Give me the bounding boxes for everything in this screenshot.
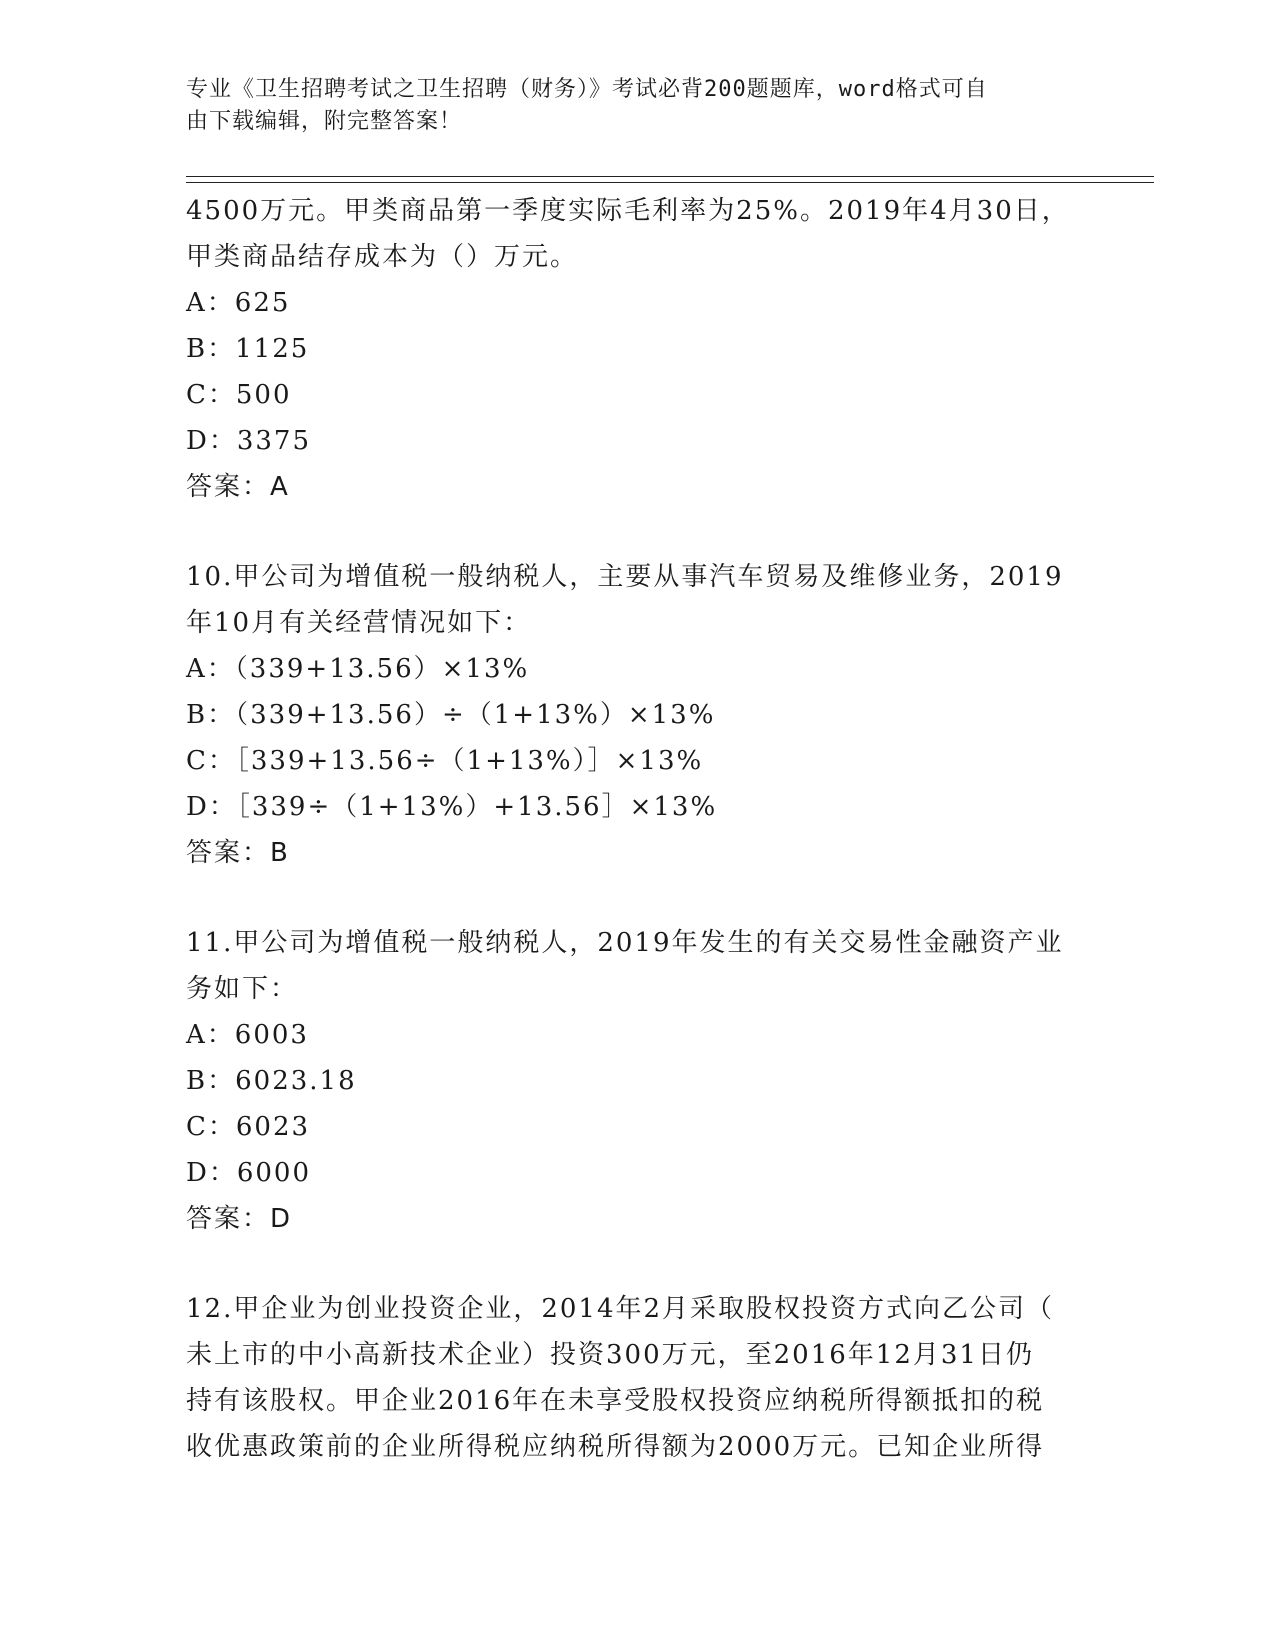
answer: 答案：D xyxy=(186,1204,293,1234)
header-divider-top xyxy=(186,176,1154,177)
option-b: B：1125 xyxy=(186,334,310,364)
option-c: C：［339+13.56÷（1+13%）］×13% xyxy=(186,746,704,776)
option-b: B：6023.18 xyxy=(186,1066,357,1096)
answer: 答案：B xyxy=(186,838,290,868)
question-stem-line: 收优惠政策前的企业所得税应纳税所得额为2000万元。已知企业所得 xyxy=(186,1432,1045,1462)
question-stem-line: 4500万元。甲类商品第一季度实际毛利率为25%。2019年4月30日， xyxy=(186,196,1070,226)
document-header xyxy=(186,74,1066,138)
question-stem-line: 12.甲企业为创业投资企业，2014年2月采取股权投资方式向乙公司（ xyxy=(186,1294,1055,1324)
header-line-1: 专业《卫生招聘考试之卫生招聘（财务）》考试必背200题题库，word格式可自 xyxy=(186,77,988,102)
question-stem-line: 持有该股权。甲企业2016年在未享受股权投资应纳税所得额抵扣的税 xyxy=(186,1386,1045,1416)
document-body xyxy=(186,188,1086,1470)
option-c: C：6023 xyxy=(186,1112,311,1142)
header-divider-bottom xyxy=(186,182,1154,183)
option-a: A：625 xyxy=(186,288,291,318)
option-a: A：6003 xyxy=(186,1020,309,1050)
question-11 xyxy=(186,920,1086,1242)
option-d: D：3375 xyxy=(186,426,312,456)
question-stem-line: 年10月有关经营情况如下： xyxy=(186,608,532,638)
question-stem-line: 甲类商品结存成本为（）万元。 xyxy=(186,242,579,272)
option-c: C：500 xyxy=(186,380,292,410)
question-spacer xyxy=(186,1242,1086,1286)
option-b: B：（339+13.56）÷（1+13%）×13% xyxy=(186,700,716,730)
question-spacer xyxy=(186,510,1086,554)
question-spacer xyxy=(186,876,1086,920)
question-9 xyxy=(186,188,1086,510)
question-stem-line: 11.甲公司为增值税一般纳税人，2019年发生的有关交易性金融资产业 xyxy=(186,928,1064,958)
answer: 答案：A xyxy=(186,472,290,502)
question-stem-line: 未上市的中小高新技术企业）投资300万元，至2016年12月31日仍 xyxy=(186,1340,1034,1370)
question-10 xyxy=(186,554,1086,876)
question-stem-line: 务如下： xyxy=(186,974,299,1004)
option-d: D：6000 xyxy=(186,1158,312,1188)
option-a: A：（339+13.56）×13% xyxy=(186,654,530,684)
question-stem-line: 10.甲公司为增值税一般纳税人，主要从事汽车贸易及维修业务，2019 xyxy=(186,562,1064,592)
header-line-2: 由下载编辑，附完整答案！ xyxy=(186,109,463,134)
option-d: D：［339÷（1+13%）+13.56］×13% xyxy=(186,792,718,822)
question-12 xyxy=(186,1286,1086,1470)
